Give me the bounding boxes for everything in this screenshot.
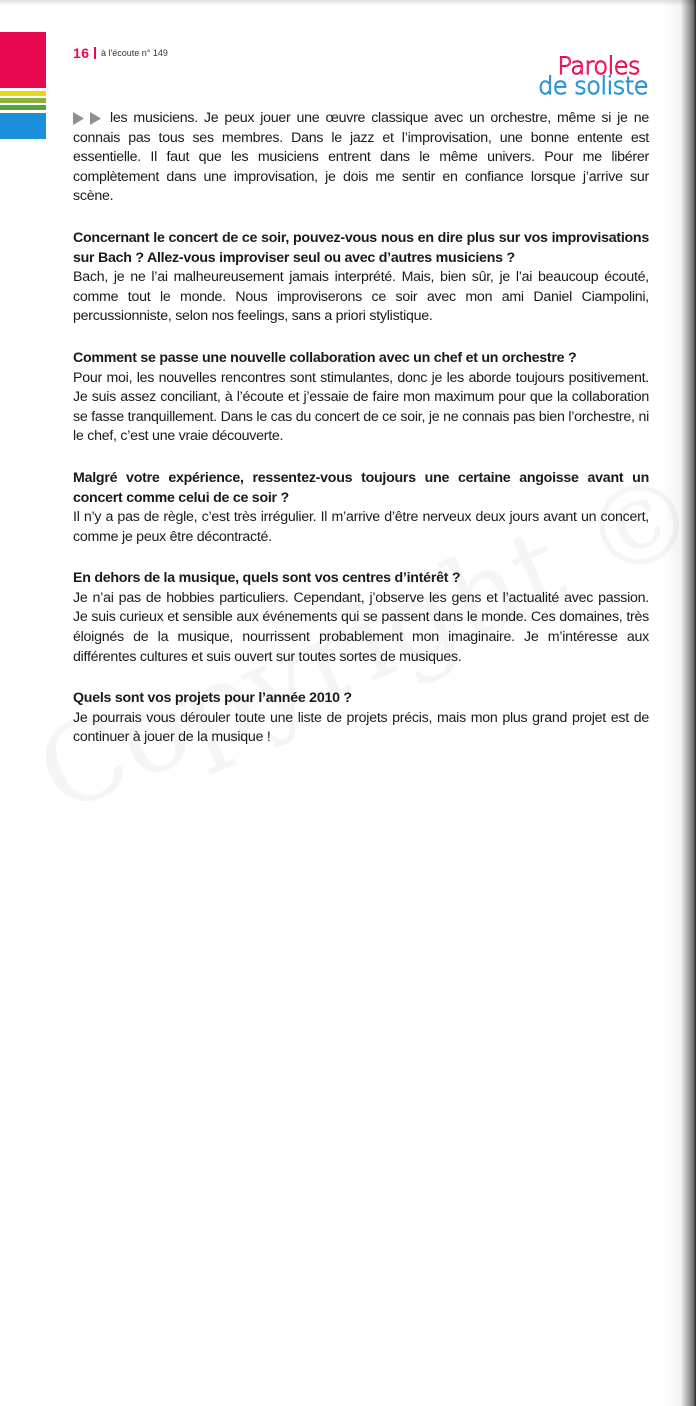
color-tab-blue bbox=[0, 113, 46, 139]
question-5: Quels sont vos projets pour l’année 2010 ? bbox=[73, 690, 352, 707]
rubric-line-1: Paroles bbox=[557, 52, 640, 80]
question-3: Malgré votre expérience, ressentez-vous toujours une certaine angoisse avant un concert comme celui de ce soir ? bbox=[73, 469, 649, 506]
scan-top-shadow bbox=[0, 0, 696, 6]
answer-5: Je pourrais vous dérouler toute une liste de projets précis, mais mon plus grand projet est de continuer à jouer de la musique ! bbox=[73, 709, 649, 746]
scan-edge-shadow bbox=[662, 0, 696, 1406]
color-tab-green bbox=[0, 105, 46, 110]
page-number: 16 bbox=[73, 45, 90, 61]
folio-separator bbox=[94, 47, 96, 59]
answer-2: Pour moi, les nouvelles rencontres sont stimulantes, donc je les aborde toujours positivement. Je suis assez conciliant, à l’écoute et j’essaie de faire mon maximum pour que la collaboration se fasse tranquillement. Dans le cas du concert de ce soir, je ne connais pas bien l’orchestre, ni le chef, c’est une vraie découverte. bbox=[73, 369, 649, 445]
color-tab-yellow bbox=[0, 91, 46, 96]
double-arrow-right-icon bbox=[73, 109, 105, 129]
color-tab-olive bbox=[0, 98, 46, 103]
color-tab-pink bbox=[0, 32, 46, 88]
intro-text: les musiciens. Je peux jouer une œuvre classique avec un orchestre, même si je ne connais pas tous ses membres. Dans le jazz et l’improvisation, une bonne entente est essentielle. Il faut que les musiciens entrent dans le même univers. Pour me libérer complètement dans une improvisation, je dois me sentir en confiance lorsque j’arrive sur scène. bbox=[73, 110, 649, 205]
answer-4: Je n’ai pas de hobbies particuliers. Cependant, j’observe les gens et l’actualité avec passion. Je suis curieux et sensible aux événements qui se passent dans le monde. Ces domaines, très éloignés de la musique, nourrissent probablement mon imaginaire. Je m’intéresse aux différentes cultures et suis ouvert sur toutes sortes de musiques. bbox=[73, 589, 649, 665]
question-1: Concernant le concert de ce soir, pouvez-vous nous en dire plus sur vos improvisations sur Bach ? Allez-vous improviser seul ou avec d’autres musiciens ? bbox=[73, 229, 649, 266]
answer-1: Bach, je ne l’ai malheureusement jamais interprété. Mais, bien sûr, je l’ai beaucoup écouté, comme tout le monde. Nous improviserons ce soir avec mon ami Daniel Ciampolini, percussionniste, selon nos feelings, sans a priori stylistique. bbox=[73, 269, 649, 325]
article-body bbox=[73, 109, 649, 748]
question-4: En dehors de la musique, quels sont vos centres d’intérêt ? bbox=[73, 570, 461, 587]
question-2: Comment se passe une nouvelle collaboration avec un chef et un orchestre ? bbox=[73, 349, 577, 366]
answer-3: Il n’y a pas de règle, c’est très irrégulier. Il m’arrive d’être nerveux deux jours avant un concert, comme je peux être décontracté. bbox=[73, 509, 649, 545]
rubric-line-2: de soliste bbox=[538, 72, 648, 100]
section-rubric bbox=[538, 52, 648, 100]
intro-paragraph bbox=[73, 109, 649, 207]
publication-issue: à l'écoute n° 149 bbox=[101, 48, 168, 58]
